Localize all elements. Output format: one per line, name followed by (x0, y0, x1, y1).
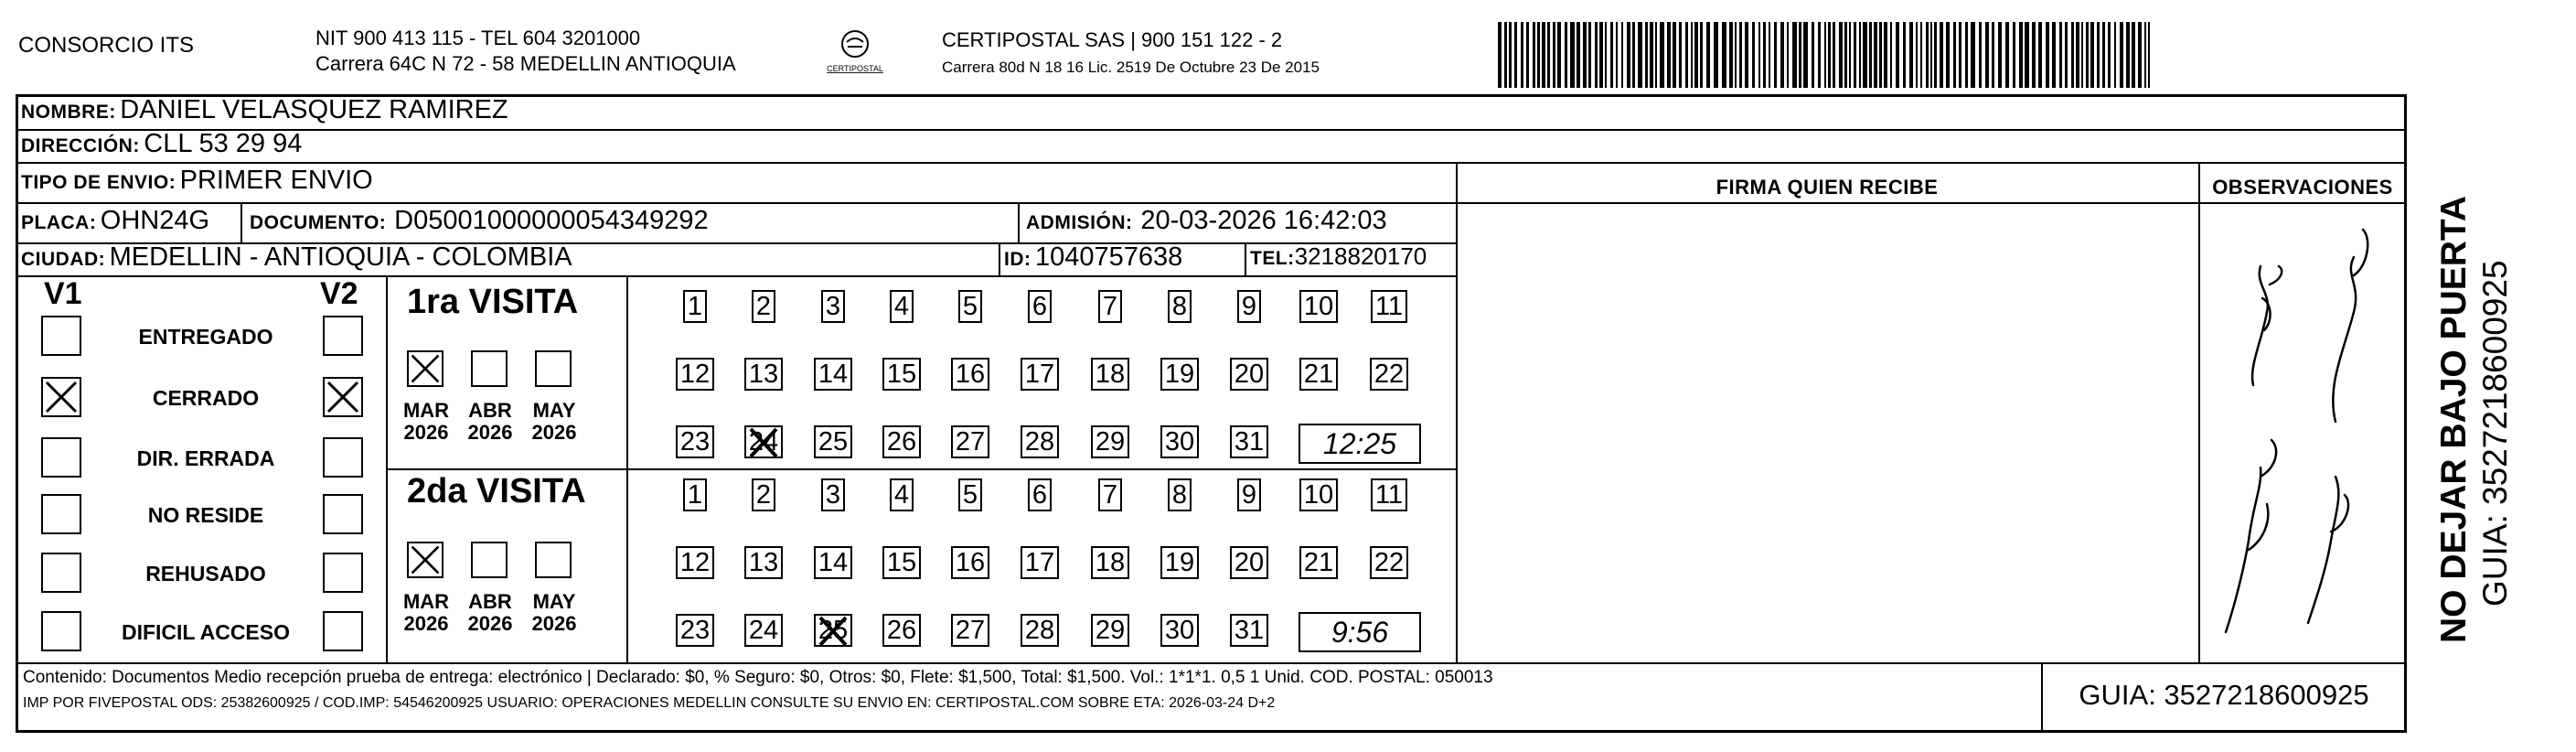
visit2-time-box[interactable]: 9:56 (1299, 612, 1421, 652)
nombre-value: DANIEL VELASQUEZ RAMIREZ (120, 95, 508, 124)
visit1-day-11[interactable]: 11 (1369, 288, 1409, 328)
barcode-bar (1583, 22, 1587, 88)
barcode-bar (1916, 22, 1918, 88)
barcode-bar (1667, 22, 1671, 88)
barcode-bar (2071, 22, 2074, 88)
admision-field (1026, 206, 1387, 236)
visit2-day-27[interactable]: 27 (950, 612, 990, 652)
visit2-day-19[interactable]: 19 (1160, 544, 1200, 585)
barcode-bar (1979, 22, 1982, 88)
admision-value: 20-03-2026 16:42:03 (1140, 206, 1387, 235)
v1-checkbox-no-reside[interactable] (41, 494, 81, 534)
barcode-bar (1533, 22, 1535, 88)
v1-checkbox-dir-errada[interactable] (41, 437, 81, 478)
barcode-bar (1509, 22, 1512, 88)
barcode-bar (1758, 22, 1760, 88)
company-name: CONSORCIO ITS (18, 33, 195, 58)
admision-label: ADMISIÓN: (1026, 212, 1133, 233)
barcode-bar (1844, 22, 1847, 88)
visit2-title: 2da VISITA (407, 472, 586, 510)
status-label-dir-errada: DIR. ERRADA (136, 446, 275, 470)
tipo-envio-label: TIPO DE ENVIO: (21, 172, 176, 193)
handwritten-observations (2198, 202, 2407, 662)
barcode-bar (1570, 22, 1575, 88)
v1-checkbox-rehusado[interactable] (41, 553, 81, 593)
v2-checkbox-dir-errada[interactable] (323, 437, 363, 478)
barcode-bar (1655, 22, 1657, 88)
visit1-day-14[interactable]: 14 (813, 356, 853, 396)
barcode-bar (1650, 22, 1653, 88)
v2-checkbox-entregado[interactable] (323, 316, 363, 356)
barcode-bar (1903, 22, 1906, 88)
id-value: 1040757638 (1034, 242, 1183, 272)
company-address: Carrera 64C N 72 - 58 MEDELLIN ANTIOQUIA (315, 52, 736, 75)
placa-field (21, 206, 209, 236)
id-field (1004, 242, 1182, 273)
side-panel (2407, 94, 2553, 733)
barcode-bar (1595, 22, 1598, 88)
barcode-bar (2132, 22, 2135, 88)
barcode-bar (1812, 22, 1814, 88)
tel-label: TEL: (1250, 248, 1295, 269)
barcode-bar (2019, 22, 2023, 88)
barcode-bar (1763, 22, 1766, 88)
footer-print-info: IMP POR FIVEPOSTAL ODS: 25382600925 / COD.IMP: 54546200925 USUARIO: OPERACIONES MEDELLIN CONSULTE SU ENVIO EN: CERTIPOSTAL.COM SOBRE ETA: 2026-03-24 D+2 (23, 695, 1276, 711)
visit2-day-30[interactable]: 30 (1160, 612, 1200, 652)
documento-field (250, 206, 709, 236)
barcode-bar (1998, 22, 2002, 88)
visit2-day-29[interactable]: 29 (1090, 612, 1130, 652)
nit-line: NIT 900 413 115 - TEL 604 3201000 (315, 27, 641, 49)
status-label-cerrado: CERRADO (152, 386, 260, 410)
status-label-dificil-acceso: DIFICIL ACCESO (121, 620, 290, 644)
barcode-bar (1869, 22, 1872, 88)
barcode-bar (1926, 22, 1929, 88)
visit1-day-30[interactable]: 30 (1160, 424, 1200, 464)
visit2-day-15[interactable]: 15 (882, 544, 922, 585)
visit1-day-31[interactable]: 31 (1229, 424, 1269, 464)
tel-value: 3218820170 (1294, 242, 1427, 270)
barcode-bar (1896, 22, 1899, 88)
visit2-day-5[interactable]: 5 (950, 477, 990, 517)
barcode-bar (2102, 22, 2105, 88)
barcode-bar (1537, 22, 1540, 88)
visit2-day-12[interactable]: 12 (675, 544, 715, 585)
direccion-row (21, 129, 302, 159)
barcode-bar (1660, 22, 1664, 88)
visit2-month-checkbox[interactable] (407, 542, 444, 578)
barcode-bar (1616, 22, 1618, 88)
visit2-day-10[interactable]: 10 (1299, 477, 1339, 517)
footer-contents: Contenido: Documentos Medio recepción prueba de entrega: electrónico | Declarado: $0, % Seguro: $0, Otros: $0, Flete: $1,500, Total: $1,500. Vol.: 1*1*1. 0,5 1 Unid. COD. POSTAL: 050013 (23, 668, 1493, 687)
barcode-bar (1526, 22, 1529, 88)
barcode-bar (1890, 22, 1892, 88)
visit2-day-22[interactable]: 22 (1369, 544, 1409, 585)
visit2-day-13[interactable]: 13 (743, 544, 784, 585)
tipo-envio-row (21, 166, 373, 196)
visit2-day-17[interactable]: 17 (1020, 544, 1060, 585)
visit2-day-16[interactable]: 16 (950, 544, 990, 585)
visit2-day-26[interactable]: 26 (882, 612, 922, 652)
barcode-bar (2148, 22, 2150, 88)
barcode-bar (1547, 22, 1550, 88)
svg-text:CERTIPOSTAL: CERTIPOSTAL (827, 64, 883, 73)
visit2-day-2[interactable]: 2 (743, 477, 784, 517)
visit1-day-28[interactable]: 28 (1020, 424, 1060, 464)
visit1-day-3[interactable]: 3 (813, 288, 853, 328)
ciudad-value: MEDELLIN - ANTIOQUIA - COLOMBIA (109, 242, 572, 272)
ciudad-field (21, 242, 572, 273)
visit2-day-9[interactable]: 9 (1229, 477, 1269, 517)
barcode-bar (2052, 22, 2056, 88)
visit2-day-14[interactable]: 14 (813, 544, 853, 585)
barcode-bar (1828, 22, 1831, 88)
barcode-bar (1745, 22, 1748, 88)
carrier-line: CERTIPOSTAL SAS | 900 151 122 - 2 (942, 28, 1283, 51)
documento-value: D05001000000054349292 (394, 206, 709, 235)
barcode-bar (1965, 22, 1968, 88)
barcode-bar (1940, 22, 1943, 88)
barcode-bar (1752, 22, 1755, 88)
barcode-bar (1833, 22, 1835, 88)
v1-checkbox-entregado[interactable] (41, 316, 81, 356)
barcode-bar (1879, 22, 1882, 88)
barcode-bar (1930, 22, 1932, 88)
no-dejar-warning: NO DEJAR BAJO PUERTA (2434, 195, 2474, 643)
barcode-bar (1679, 22, 1682, 88)
barcode-bar (1803, 22, 1808, 88)
barcode-bar (1521, 22, 1523, 88)
visit2-day-24[interactable]: 24 (743, 612, 784, 652)
visit1-day-7[interactable]: 7 (1090, 288, 1130, 328)
barcode-bar (1799, 22, 1801, 88)
visit2-month-label: MAR 2026 (402, 590, 450, 635)
visit1-day-26[interactable]: 26 (882, 424, 922, 464)
visit1-month-checkbox[interactable] (407, 350, 444, 387)
visit2-day-6[interactable]: 6 (1020, 477, 1060, 517)
barcode-bar (1735, 22, 1737, 88)
visit2-day-18[interactable]: 18 (1090, 544, 1130, 585)
barcode-bar (2032, 22, 2036, 88)
visit2-day-4[interactable]: 4 (882, 477, 922, 517)
visit1-time-box[interactable]: 12:25 (1299, 424, 1421, 464)
barcode-bar (1557, 22, 1561, 88)
barcode-bar (1839, 22, 1843, 88)
barcode-bar (1863, 22, 1867, 88)
barcode-bar (2114, 22, 2116, 88)
barcode-bar (1739, 22, 1742, 88)
v2-checkbox-dificil-acceso[interactable] (323, 611, 363, 651)
visit2-day-3[interactable]: 3 (813, 477, 853, 517)
documento-label: DOCUMENTO: (250, 212, 387, 233)
v1-label: V1 (44, 276, 82, 311)
visit1-day-19[interactable]: 19 (1160, 356, 1200, 396)
v1-checkbox-dificil-acceso[interactable] (41, 611, 81, 651)
v2-checkbox-cerrado[interactable] (323, 377, 363, 417)
visit1-day-25[interactable]: 25 (813, 424, 853, 464)
v1-checkbox-cerrado[interactable] (41, 377, 81, 417)
barcode-bar (1920, 22, 1922, 88)
placa-value: OHN24G (100, 206, 210, 235)
barcode-bar (1700, 22, 1703, 88)
barcode-bar (2076, 22, 2079, 88)
barcode-bar (1722, 22, 1726, 88)
barcode-bar (1859, 22, 1861, 88)
barcode-bar (1685, 22, 1688, 88)
visit1-day-29[interactable]: 29 (1090, 424, 1130, 464)
barcode-bar (1694, 22, 1698, 88)
v2-label: V2 (320, 276, 358, 311)
barcode-bar (1787, 22, 1789, 88)
barcode-bar (1953, 22, 1956, 88)
barcode-bar (1565, 22, 1567, 88)
nombre-row (21, 95, 508, 125)
visit1-day-15[interactable]: 15 (882, 356, 922, 396)
barcode-bar (2081, 22, 2083, 88)
barcode-bar (1621, 22, 1623, 88)
barcode-bar (2120, 22, 2123, 88)
visit1-day-16[interactable]: 16 (950, 356, 990, 396)
visit1-title: 1ra VISITA (407, 283, 579, 321)
barcode-bar (2138, 22, 2142, 88)
visit2-day-25[interactable]: 25 (813, 612, 853, 652)
observaciones-label: OBSERVACIONES (2212, 176, 2393, 199)
barcode (1496, 22, 2154, 88)
barcode-bar (2038, 22, 2042, 88)
barcode-bar (1610, 22, 1613, 88)
barcode-bar (1673, 22, 1676, 88)
barcode-bar (1632, 22, 1635, 88)
barcode-bar (1985, 22, 1989, 88)
barcode-bar (2059, 22, 2062, 88)
visit2-day-1[interactable]: 1 (675, 477, 715, 517)
barcode-bar (1605, 22, 1607, 88)
barcode-bar (2097, 22, 2100, 88)
placa-label: PLACA: (21, 212, 97, 233)
visit1-day-8[interactable]: 8 (1160, 288, 1200, 328)
visit2-day-31[interactable]: 31 (1229, 612, 1269, 652)
visit2-day-23[interactable]: 23 (675, 612, 715, 652)
status-label-entregado: ENTREGADO (138, 325, 273, 349)
visit1-day-20[interactable]: 20 (1229, 356, 1269, 396)
visit2-day-21[interactable]: 21 (1299, 544, 1339, 585)
barcode-bar (1769, 22, 1770, 88)
visit1-day-17[interactable]: 17 (1020, 356, 1060, 396)
certipostal-logo (814, 26, 896, 81)
barcode-bar (1588, 22, 1591, 88)
side-guia: GUIA: 3527218600925 (2476, 260, 2514, 607)
tel-field (1250, 242, 1427, 271)
barcode-bar (2025, 22, 2029, 88)
visit1-day-1[interactable]: 1 (675, 288, 715, 328)
status-label-no-reside: NO RESIDE (147, 503, 264, 527)
visit2-month-label: MAY 2026 (531, 590, 577, 635)
barcode-bar (1959, 22, 1961, 88)
v2-checkbox-no-reside[interactable] (323, 494, 363, 534)
barcode-bar (1780, 22, 1784, 88)
barcode-bar (1774, 22, 1777, 88)
visit1-day-24[interactable]: 24 (743, 424, 784, 464)
visit1-month-label: MAR 2026 (402, 399, 450, 444)
barcode-bar (1553, 22, 1555, 88)
barcode-bar (1577, 22, 1580, 88)
barcode-bar (1818, 22, 1821, 88)
id-label: ID: (1004, 249, 1031, 270)
visit1-month-checkbox[interactable] (471, 350, 508, 387)
visit1-day-18[interactable]: 18 (1090, 356, 1130, 396)
barcode-bar (1909, 22, 1913, 88)
barcode-bar (2086, 22, 2089, 88)
carrier-address: Carrera 80d N 18 16 Lic. 2519 De Octubre 23 De 2015 (942, 59, 1320, 76)
visit2-month-label: ABR 2026 (467, 590, 513, 635)
barcode-bar (1706, 22, 1710, 88)
barcode-bar (2005, 22, 2009, 88)
v2-checkbox-rehusado[interactable] (323, 553, 363, 593)
barcode-bar (1854, 22, 1856, 88)
barcode-bar (1849, 22, 1851, 88)
barcode-bar (2126, 22, 2130, 88)
barcode-bar (1934, 22, 1937, 88)
barcode-bar (1884, 22, 1887, 88)
barcode-bar (2013, 22, 2015, 88)
barcode-bar (1691, 22, 1693, 88)
barcode-bar (1599, 22, 1603, 88)
barcode-bar (1729, 22, 1733, 88)
barcode-bar (1946, 22, 1950, 88)
visit1-month-label: MAY 2026 (531, 399, 577, 444)
visit1-day-9[interactable]: 9 (1229, 288, 1269, 328)
barcode-bar (1627, 22, 1630, 88)
visit1-day-27[interactable]: 27 (950, 424, 990, 464)
status-label-rehusado: REHUSADO (145, 562, 266, 585)
visit1-day-5[interactable]: 5 (950, 288, 990, 328)
tipo-envio-value: PRIMER ENVIO (179, 166, 373, 195)
barcode-bar (1824, 22, 1826, 88)
barcode-bar (2065, 22, 2068, 88)
visit1-day-21[interactable]: 21 (1299, 356, 1339, 396)
visit2-day-11[interactable]: 11 (1369, 477, 1409, 517)
visit2-month-checkbox[interactable] (471, 542, 508, 578)
visit1-day-23[interactable]: 23 (675, 424, 715, 464)
direccion-label: DIRECCIÓN: (21, 135, 140, 156)
barcode-bar (1542, 22, 1545, 88)
barcode-bar (1645, 22, 1648, 88)
barcode-bar (1638, 22, 1642, 88)
barcode-bar (1874, 22, 1877, 88)
barcode-bar (1504, 22, 1507, 88)
direccion-value: CLL 53 29 94 (144, 129, 303, 158)
visit1-day-10[interactable]: 10 (1299, 288, 1339, 328)
visit1-day-2[interactable]: 2 (743, 288, 784, 328)
visit2-day-20[interactable]: 20 (1229, 544, 1269, 585)
visit2-month-checkbox[interactable] (535, 542, 572, 578)
visit2-day-28[interactable]: 28 (1020, 612, 1060, 652)
visit1-month-label: ABR 2026 (467, 399, 513, 444)
barcode-bar (2144, 22, 2146, 88)
barcode-bar (1498, 22, 1502, 88)
barcode-bar (1792, 22, 1797, 88)
barcode-bar (2090, 22, 2094, 88)
barcode-bar (1714, 22, 1718, 88)
firma-label: FIRMA QUIEN RECIBE (1716, 176, 1939, 199)
visit2-day-7[interactable]: 7 (1090, 477, 1130, 517)
visit1-month-checkbox[interactable] (535, 350, 572, 387)
visit2-day-8[interactable]: 8 (1160, 477, 1200, 517)
barcode-bar (2108, 22, 2111, 88)
ciudad-label: CIUDAD: (21, 249, 106, 270)
visit1-day-4[interactable]: 4 (882, 288, 922, 328)
visit1-day-6[interactable]: 6 (1020, 288, 1060, 328)
visit1-day-22[interactable]: 22 (1369, 356, 1409, 396)
nombre-label: NOMBRE: (21, 102, 116, 123)
visit1-day-12[interactable]: 12 (675, 356, 715, 396)
footer-guia: GUIA: 3527218600925 (2079, 679, 2369, 711)
visit1-day-13[interactable]: 13 (743, 356, 784, 396)
barcode-bar (1992, 22, 1994, 88)
barcode-bar (1514, 22, 1517, 88)
barcode-bar (2046, 22, 2049, 88)
barcode-bar (1971, 22, 1975, 88)
